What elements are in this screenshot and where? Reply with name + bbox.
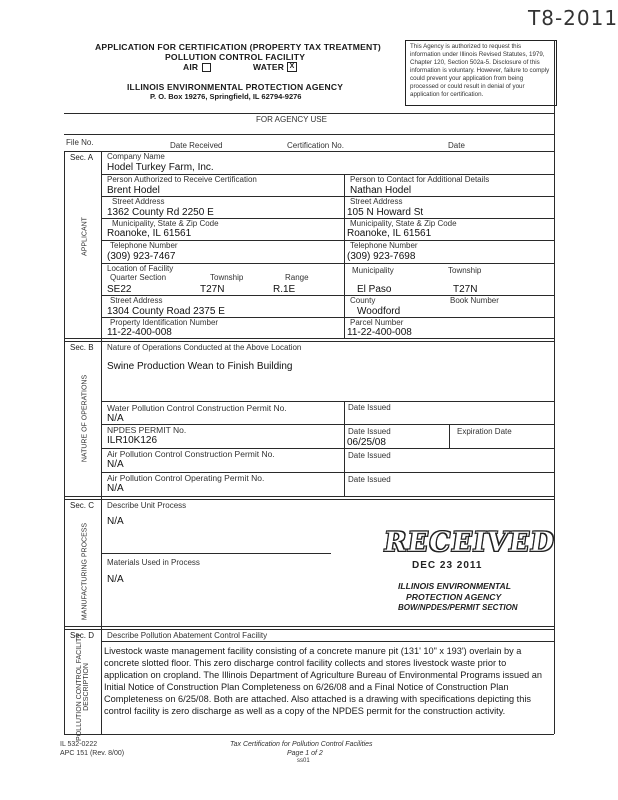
street2-label: Street Address [350, 197, 403, 206]
county-label: County [350, 296, 376, 305]
water-checkbox[interactable]: X [287, 62, 297, 72]
phone1-label: Telephone Number [110, 241, 178, 250]
location-label: Location of Facility [107, 264, 174, 273]
sec-d-side-label: POLLUTION CONTROL FACILITY DESCRIPTION [76, 633, 90, 741]
person-contact-value: Nathan Hodel [350, 185, 412, 196]
received-stamp-line2: PROTECTION AGENCY [406, 592, 502, 602]
range-value: R.1E [273, 284, 296, 295]
apc-operating-date-label: Date Issued [348, 475, 391, 484]
fac-street-value: 1304 County Road 2375 E [107, 306, 225, 317]
agency-date-label: Date [448, 141, 465, 150]
range-label: Range [285, 273, 309, 282]
form-number: IL 532-0222 [60, 741, 98, 748]
fac-street-label: Street Address [110, 296, 163, 305]
header-title-line1: APPLICATION FOR CERTIFICATION (PROPERTY TAX TREATMENT) [95, 42, 381, 52]
sec-c-side-label: MANUFACTURING PROCESS [81, 522, 89, 621]
municipality-label: Municipality [352, 266, 394, 275]
products-value: N/A [107, 516, 124, 527]
apc-construction-date-label: Date Issued [348, 451, 391, 460]
received-stamp-line1: ILLINOIS ENVIRONMENTAL [398, 581, 511, 591]
street1-value: 1362 County Rd 2250 E [107, 207, 214, 218]
book-number-label: Book Number [450, 296, 499, 305]
sec-c-label: Sec. C [70, 501, 95, 510]
phone2-label: Telephone Number [350, 241, 418, 250]
npdes-label: NPDES PERMIT No. [107, 425, 187, 435]
city1-value: Roanoke, IL 61561 [107, 228, 192, 239]
file-no-label: File No. [66, 138, 94, 147]
handwritten-number: T8-2011 [528, 6, 618, 30]
npdes-date-value: 06/25/08 [347, 437, 386, 448]
person-receive-value: Brent Hodel [107, 185, 160, 196]
company-name-label: Company Name [107, 152, 165, 161]
received-stamp-word: RECEIVED [381, 527, 557, 558]
city1-label: Municipality, State & Zip Code [112, 219, 219, 228]
agency-name: ILLINOIS ENVIRONMENTAL PROTECTION AGENCY [127, 82, 344, 92]
quarter-label: Quarter Section [110, 273, 167, 282]
materials-value: N/A [107, 574, 124, 585]
city2-value: Roanoke, IL 61561 [347, 228, 432, 239]
phone1-value: (309) 923-7467 [107, 251, 176, 262]
footer-code: ss01 [297, 758, 310, 764]
phone2-value: (309) 923-7698 [347, 251, 416, 262]
agency-use-title: FOR AGENCY USE [256, 115, 327, 124]
parcel-label: Parcel Number [350, 318, 404, 327]
apc-construction-label: Air Pollution Control Construction Permit No. [107, 449, 275, 459]
apc-construction-value: N/A [107, 459, 124, 470]
township2-value: T27N [453, 284, 478, 295]
township-label: Township [210, 273, 244, 282]
sec-a-side-label: APPLICANT [81, 217, 89, 256]
certification-no-label: Certification No. [287, 141, 344, 150]
county-value: Woodford [357, 306, 401, 317]
sec-d-label: Sec. D [70, 631, 95, 640]
street1-label: Street Address [112, 197, 165, 206]
nature-label: Nature of Operations Conducted at the Above Location [107, 343, 302, 352]
received-stamp-line3: BOW/NPDES/PERMIT SECTION [398, 603, 518, 612]
township-value: T27N [200, 284, 225, 295]
products-label: Describe Unit Process [107, 501, 187, 510]
received-stamp [380, 525, 555, 620]
npdes-date-label: Date Issued [348, 427, 391, 436]
notice-text: This Agency is authorized to request this information under Illinois Revised Statutes, 1979, Chapter 120, Section 502a-5. Disclosure of this information is voluntary. However, failure to comply could prevent your application from being processed or could result in denial of your application for certification. [410, 43, 550, 98]
city2-label: Municipality, State & Zip Code [350, 219, 457, 228]
wpc-date-label: Date Issued [348, 403, 391, 412]
air-label: AIR [183, 62, 199, 72]
npdes-value: ILR10K126 [107, 435, 158, 446]
parcel-value: 11-22-400-008 [347, 327, 412, 338]
person-contact-label: Person to Contact for Additional Details [350, 175, 490, 184]
received-stamp-date: DEC 23 2011 [412, 560, 483, 571]
expiration-date-label: Expiration Date [457, 427, 512, 436]
person-receive-label: Person Authorized to Receive Certification [107, 175, 257, 184]
desc-label: Describe Pollution Abatement Control Facility [107, 631, 268, 640]
apc-operating-label: Air Pollution Control Operating Permit No. [107, 473, 265, 483]
materials-label: Materials Used in Process [107, 558, 200, 567]
form-revision: APC 151 (Rev. 8/00) [60, 750, 125, 757]
sec-a-label: Sec. A [70, 153, 94, 162]
quarter-value: SE22 [107, 284, 132, 295]
header-title-line2: POLLUTION CONTROL FACILITY [165, 52, 306, 62]
company-name-value: Hodel Turkey Farm, Inc. [107, 162, 214, 173]
municipality-value: El Paso [357, 284, 392, 295]
township2-label: Township [448, 266, 482, 275]
facility-description: Livestock waste management facility consisting of a concrete manure pit (131' 10" x 193') overlain by a concrete slotted floor. This zero discharge control facility collects and stores livestock waste prior to application on cropland. The Illinois Department of Agriculture Bureau of Environmental Programs issued an Initial Notice of Construction Plan Completeness on 6/26/08 and a Final Notice of Construction Plan Completeness on 6/25/08. Both are attached. Also attached is a drawing with specifications depicting this control facility is zero discharge as well as a copy of the NPDES permit for the construction activity. [104, 646, 543, 717]
agency-address: P. O. Box 19276, Springfield, IL 62794-9276 [150, 92, 302, 101]
prop-id-value: 11-22-400-008 [107, 327, 172, 338]
prop-id-label: Property Identification Number [110, 318, 219, 327]
sec-b-label: Sec. B [70, 343, 94, 352]
footer-title: Tax Certification for Pollution Control Facilities [230, 741, 373, 748]
air-checkbox[interactable] [202, 63, 211, 72]
date-received-label: Date Received [170, 141, 223, 150]
water-label: WATER [253, 62, 285, 72]
apc-operating-value: N/A [107, 483, 124, 494]
notice-box [405, 40, 557, 106]
nature-value: Swine Production Wean to Finish Building [107, 361, 293, 372]
wpc-permit-value: N/A [107, 413, 124, 424]
wpc-permit-label: Water Pollution Control Construction Permit No. [107, 403, 287, 413]
sec-b-side-label: NATURE OF OPERATIONS [81, 374, 89, 463]
page-number: Page 1 of 2 [287, 750, 323, 757]
street2-value: 105 N Howard St [347, 207, 424, 218]
